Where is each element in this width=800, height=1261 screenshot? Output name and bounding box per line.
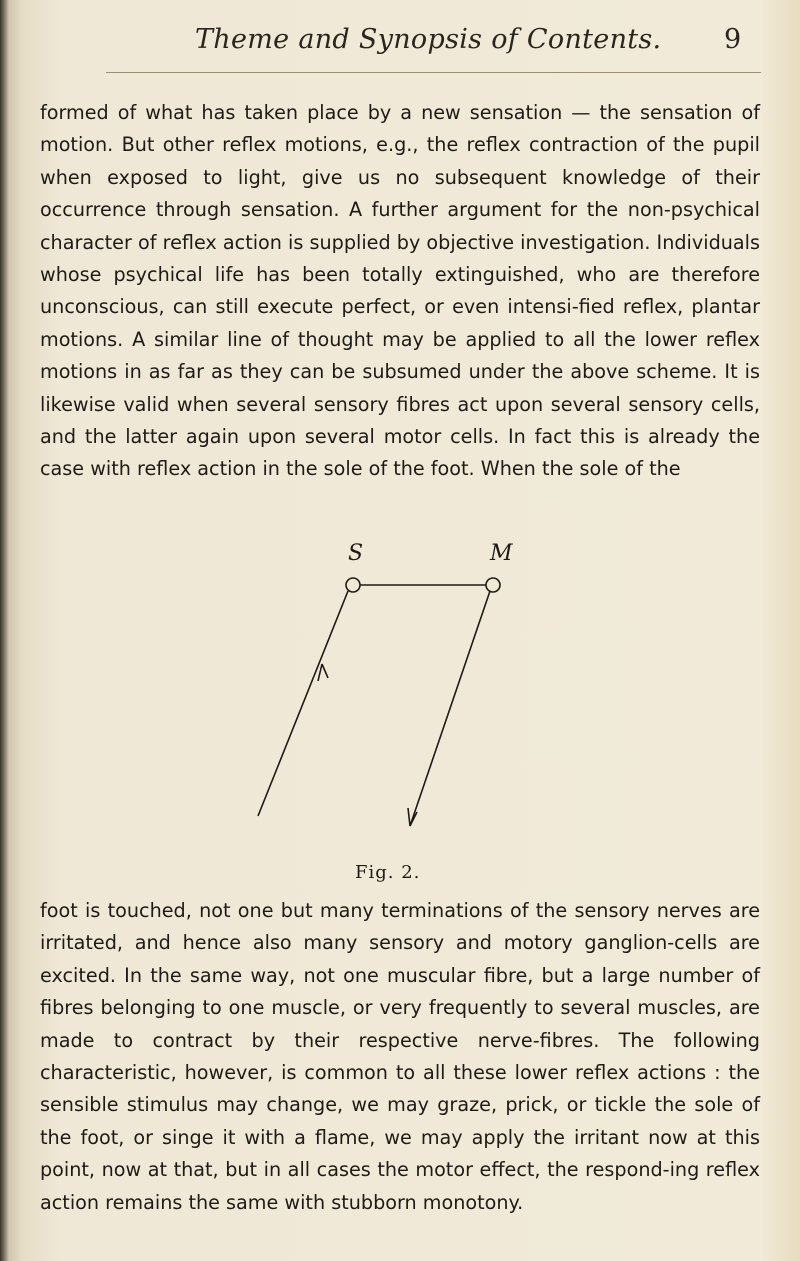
page-header [0,14,800,62]
motor-cell [486,578,500,592]
header-rule [106,72,761,73]
body-paragraph-1: formed of what has taken place by a new sensation — the sensation of motion. But other reflex motions, e.g., the reflex contraction of the pupil when exposed to light, give us no subsequent knowledge of their occurrence through sensation. A further argument for the non-psychical character of reflex action is supplied by objective investigation. Individuals whose psychical life has been totally extinguished, who are therefore unconscious, can still execute perfect, or even intensi-fied reflex, plantar motions. A similar line of thought may be applied to all the lower reflex motions in as far as they can be subsumed under the above scheme. It is likewise valid when several sensory fibres act upon several sensory cells, and the latter again upon several motor cells. In fact this is already the case with reflex action in the sole of the foot. When the sole of the [40,101,760,481]
reflex-arc-diagram [250,536,550,896]
figure-2 [250,536,550,896]
motor-label: M [490,541,513,566]
sensory-cell [346,578,360,592]
motor-fibre [410,591,490,826]
figure-caption: Fig. 2. [355,862,421,883]
page-number: 9 [724,24,742,55]
sensory-label: S [348,541,364,566]
upward-arrow [318,664,328,681]
running-title: Theme and Synopsis of Contents. [195,24,662,55]
sensory-fibre [258,591,348,816]
body-paragraph-2: foot is touched, not one but many terminations of the sensory nerves are irritated, and hence also many sensory and motory ganglion-cells are excited. In the same way, not one muscular fibre, but a large number of fibres belonging to one muscle, or very frequently to several muscles, are made to contract by their respective nerve-fibres. The following characteristic, however, is common to all these lower reflex actions : the sensible stimulus may change, we may graze, prick, or tickle the sole of the foot, or singe it with a flame, we may apply the irritant now at this point, now at that, but in all cases the motor effect, the respond-ing reflex action remains the same with stubborn monotony. [40,899,760,1214]
